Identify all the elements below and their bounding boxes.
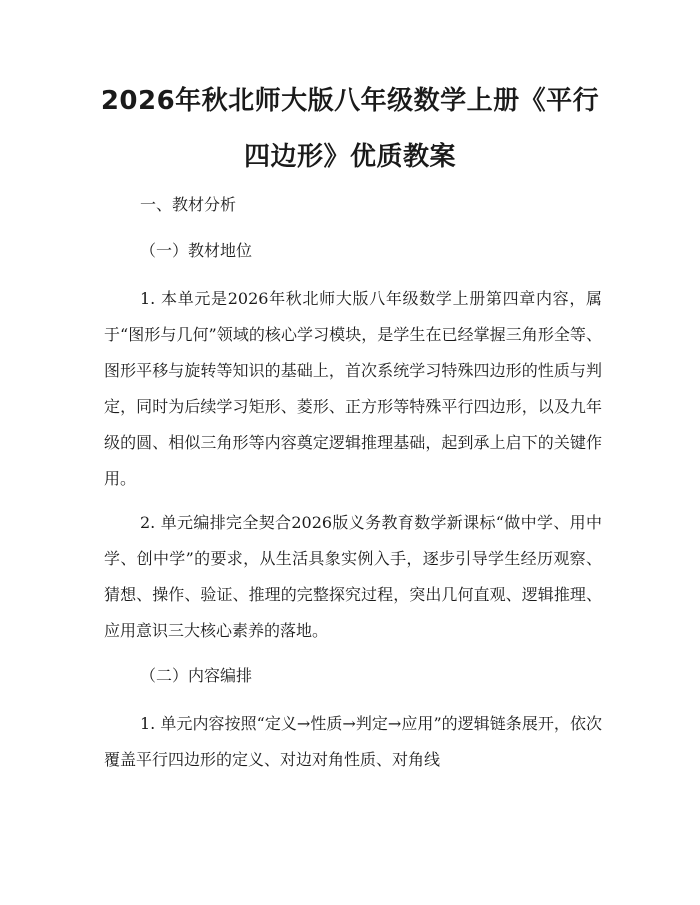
paragraph-content-arrangement-1: 1. 单元内容按照“定义→性质→判定→应用”的逻辑链条展开，依次覆盖平行四边形的定义、对边对角性质、对角线	[104, 714, 602, 769]
subsection-heading-content-arrangement: （二）内容编排	[140, 666, 253, 685]
document-title: 2026年秋北师大版八年级数学上册《平行四边形》优质教案	[100, 86, 600, 172]
paragraph-material-status-2: 2. 单元编排完全契合2026版义务教育数学新课标“做中学、用中学、创中学”的要求，从生活具象实例入手，逐步引导学生经历观察、猜想、操作、验证、推理的完整探究过程，突出几何直观、逻辑推理、应用意识三大核心素养的落地。	[104, 513, 602, 640]
subsection-heading-material-status: （一）教材地位	[140, 241, 253, 260]
section-heading-teaching-material-analysis: 一、教材分析	[140, 195, 237, 214]
paragraph-material-status-1: 1. 本单元是2026年秋北师大版八年级数学上册第四章内容，属于“图形与几何”领域的核心学习模块，是学生在已经掌握三角形全等、图形平移与旋转等知识的基础上，首次系统学习特殊四边形的性质与判定，同时为后续学习矩形、菱形、正方形等特殊平行四边形，以及九年级的圆、相似三角形等内容奠定逻辑推理基础，起到承上启下的关键作用。	[104, 289, 602, 488]
